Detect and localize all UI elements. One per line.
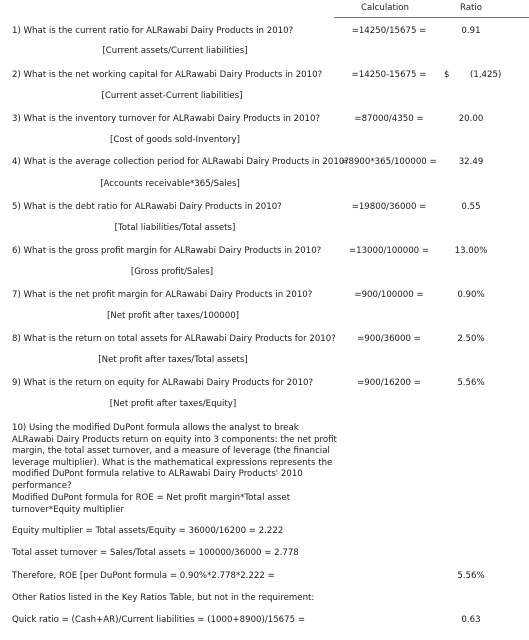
- calc-4: =8900*365/100000 =: [341, 157, 437, 167]
- question-5: 5) What is the debt ratio for ALRawabi Dairy Products in 2010?: [12, 202, 282, 212]
- therefore-roe-line: Therefore, ROE [per DuPont formula = 0.90%*2.778*2.222 =: [12, 571, 275, 581]
- currency-symbol-2: $: [444, 70, 450, 80]
- question-4: 4) What is the average collection period for ALRawabi Dairy Products in 2010?: [12, 157, 349, 167]
- ratio-2: (1,425): [470, 70, 502, 80]
- question-2: 2) What is the net working capital for ALRawabi Dairy Products in 2010?: [12, 70, 323, 80]
- quick-ratio-value: 0.63: [461, 615, 481, 625]
- ratio-6: 13.00%: [454, 246, 488, 256]
- header-divider: [334, 17, 529, 18]
- calc-1: =14250/15675 =: [351, 26, 427, 36]
- ratio-3: 20.00: [458, 114, 484, 124]
- formula-4: [Accounts receivable*365/Sales]: [100, 179, 240, 189]
- question-9: 9) What is the return on equity for ALRawabi Dairy Products for 2010?: [12, 378, 314, 388]
- calc-2: =14250-15675 =: [351, 70, 427, 80]
- formula-6: [Gross profit/Sales]: [130, 267, 214, 277]
- question-3: 3) What is the inventory turnover for ALRawabi Dairy Products in 2010?: [12, 114, 321, 124]
- formula-1: [Current assets/Current liabilities]: [102, 46, 248, 56]
- roe-ratio: 5.56%: [457, 571, 485, 581]
- formula-8: [Net profit after taxes/Total assets]: [98, 355, 248, 365]
- calc-5: =19800/36000 =: [351, 202, 427, 212]
- formula-7: [Net profit after taxes/100000]: [106, 311, 240, 321]
- calc-8: =900/36000 =: [357, 334, 421, 344]
- ratio-5: 0.55: [461, 202, 481, 212]
- asset-turnover-line: Total asset turnover = Sales/Total assets = 100000/36000 = 2.778: [12, 548, 299, 558]
- formula-9: [Net profit after taxes/Equity]: [109, 399, 237, 409]
- formula-5: [Total liabilities/Total assets]: [114, 223, 236, 233]
- formula-3: [Cost of goods sold-Inventory]: [110, 135, 240, 145]
- ratio-7: 0.90%: [457, 290, 485, 300]
- question-8: 8) What is the return on total assets for ALRawabi Dairy Products for 2010?: [12, 334, 336, 344]
- dupont-formula: Modified DuPont formula for ROE = Net profit margin*Total asset turnover*Equity multiplier: [12, 493, 291, 515]
- ratio-1: 0.91: [461, 26, 481, 36]
- question-6: 6) What is the gross profit margin for ALRawabi Dairy Products in 2010?: [12, 246, 322, 256]
- ratio-9: 5.56%: [457, 378, 485, 388]
- ratio-column-header: Ratio: [460, 3, 483, 13]
- calc-6: =13000/100000 =: [348, 246, 430, 256]
- other-ratios-heading: Other Ratios listed in the Key Ratios Table, but not in the requirement:: [12, 593, 315, 603]
- formula-2: [Current asset-Current liabilities]: [101, 91, 243, 101]
- question-10: 10) Using the modified DuPont formula allows the analyst to break ALRawabi Dairy Products return on equity into 3 components: the net profit margin, the total asset turnover, and a measure of leverage (the financial leverage multiplier). What is the mathematical expressions represents the modified DuPont formula relative to ALRawabi Dairy Products' 2010 performance?: [12, 423, 337, 491]
- ratio-8: 2.50%: [457, 334, 485, 344]
- calc-7: =900/100000 =: [354, 290, 424, 300]
- question-1: 1) What is the current ratio for ALRawabi Dairy Products in 2010?: [12, 26, 294, 36]
- ratio-4: 32.49: [458, 157, 484, 167]
- quick-ratio-line: Quick ratio = (Cash+AR)/Current liabilities = (1000+8900)/15675 =: [12, 615, 306, 625]
- calc-9: =900/16200 =: [357, 378, 421, 388]
- question-7: 7) What is the net profit margin for ALRawabi Dairy Products in 2010?: [12, 290, 313, 300]
- calc-3: =87000/4350 =: [354, 114, 424, 124]
- equity-multiplier-line: Equity multiplier = Total assets/Equity = 36000/16200 = 2.222: [12, 526, 284, 536]
- calculation-column-header: Calculation: [361, 3, 409, 13]
